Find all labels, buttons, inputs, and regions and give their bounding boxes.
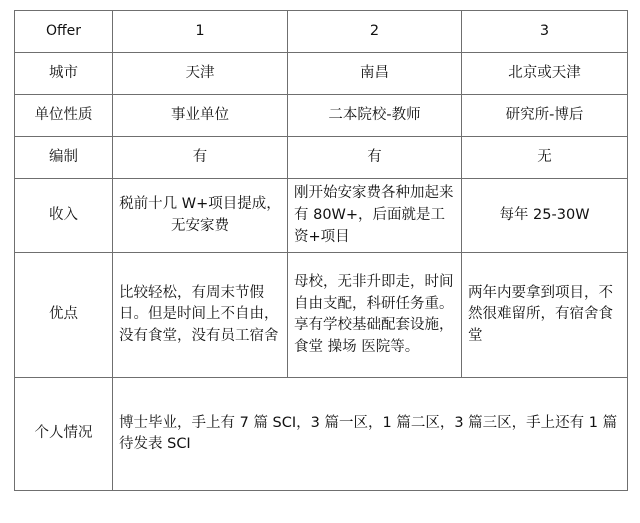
row-label: 优点 <box>15 253 113 378</box>
cell: 南昌 <box>288 53 462 95</box>
header-offer-2: 2 <box>288 11 462 53</box>
cell: 每年 25-30W <box>462 179 628 253</box>
row-unit-type <box>15 95 628 137</box>
cell: 无 <box>462 137 628 179</box>
cell: 事业单位 <box>113 95 288 137</box>
cell: 有 <box>113 137 288 179</box>
cell: 比较轻松，有周末节假日。但是时间上不自由，没有食堂，没有员工宿舍 <box>113 253 288 378</box>
header-offer-3: 3 <box>462 11 628 53</box>
row-advantages <box>15 253 628 378</box>
offer-table <box>14 10 628 491</box>
cell: 刚开始安家费各种加起来有 80W+，后面就是工资+项目 <box>288 179 462 253</box>
row-label: 城市 <box>15 53 113 95</box>
cell: 北京或天津 <box>462 53 628 95</box>
row-label: 个人情况 <box>15 378 113 491</box>
personal-text: 博士毕业，手上有 7 篇 SCI，3 篇一区，1 篇二区，3 篇三区，手上还有 1 篇待发表 SCI <box>113 378 628 491</box>
cell: 研究所-博后 <box>462 95 628 137</box>
row-bianzhi <box>15 137 628 179</box>
cell: 天津 <box>113 53 288 95</box>
cell: 二本院校-教师 <box>288 95 462 137</box>
row-city <box>15 53 628 95</box>
cell: 税前十几 W+项目提成，无安家费 <box>113 179 288 253</box>
row-label: 编制 <box>15 137 113 179</box>
header-label: Offer <box>15 11 113 53</box>
row-label: 收入 <box>15 179 113 253</box>
row-personal <box>15 378 628 491</box>
offer-comparison <box>14 10 627 491</box>
cell: 母校，无非升即走，时间自由支配，科研任务重。享有学校基础配套设施，食堂 操场 医院等。 <box>288 253 462 378</box>
row-label: 单位性质 <box>15 95 113 137</box>
cell: 有 <box>288 137 462 179</box>
header-row <box>15 11 628 53</box>
row-income <box>15 179 628 253</box>
header-offer-1: 1 <box>113 11 288 53</box>
cell: 两年内要拿到项目，不然很难留所，有宿舍食堂 <box>462 253 628 378</box>
